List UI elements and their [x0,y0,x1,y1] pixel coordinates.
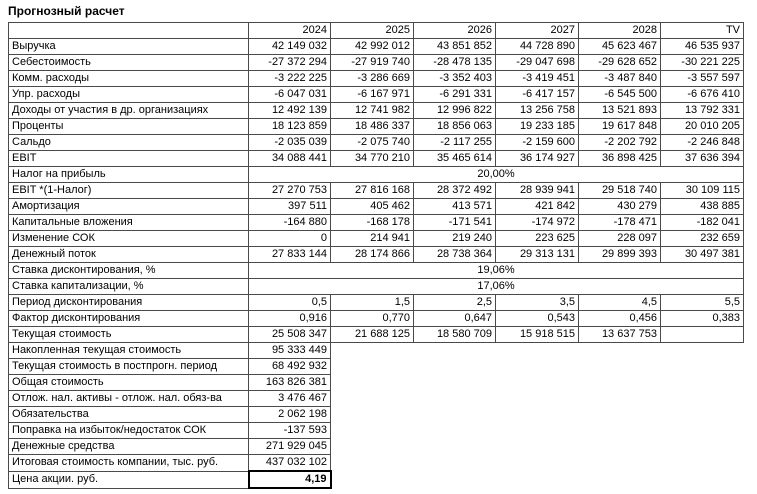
table-row [9,279,744,295]
value-cell[interactable]: 5,5 [661,295,744,311]
empty-area [414,423,496,439]
value-cell[interactable]: -168 178 [331,215,414,231]
empty-area [661,375,744,391]
value-cell[interactable]: 0,456 [579,311,661,327]
row-label[interactable]: Текущая стоимость [9,327,249,343]
empty-area [579,407,661,423]
table-row [9,183,744,199]
empty-area [496,407,579,423]
empty-area [661,471,744,488]
value-cell[interactable]: 18 580 709 [414,327,496,343]
empty-area [414,359,496,375]
value-cell[interactable]: -27 372 294 [249,55,331,71]
table-row [9,215,744,231]
value-cell[interactable]: 27 816 168 [331,183,414,199]
row-label[interactable]: Итоговая стоимость компании, тыс. руб. [9,455,249,472]
value-cell[interactable]: 44 728 890 [496,39,579,55]
empty-area [661,439,744,455]
column-header[interactable]: 2028 [579,23,661,39]
value-cell[interactable]: 18 486 337 [331,119,414,135]
value-cell[interactable]: 4,5 [579,295,661,311]
value-cell[interactable]: 12 492 139 [249,103,331,119]
table-row [9,55,744,71]
value-cell[interactable]: 0,916 [249,311,331,327]
value-cell[interactable]: 34 770 210 [331,151,414,167]
value-cell[interactable]: -3 286 669 [331,71,414,87]
empty-area [414,391,496,407]
row-label[interactable]: Упр. расходы [9,87,249,103]
table-row [9,103,744,119]
value-cell[interactable]: 13 637 753 [579,327,661,343]
value-cell[interactable]: -27 919 740 [331,55,414,71]
value-cell[interactable]: 405 462 [331,199,414,215]
value-cell[interactable]: 12 996 822 [414,103,496,119]
empty-area [331,375,414,391]
value-cell[interactable]: 1,5 [331,295,414,311]
table-row [9,167,744,183]
value-cell[interactable]: -164 880 [249,215,331,231]
value-cell[interactable]: 223 625 [496,231,579,247]
value-cell[interactable]: 43 851 852 [414,39,496,55]
table-row [9,151,744,167]
table-row [9,247,744,263]
empty-area [496,359,579,375]
value-cell[interactable]: -3 222 225 [249,71,331,87]
value-cell[interactable]: 28 738 364 [414,247,496,263]
value-cell[interactable]: 2,5 [414,295,496,311]
empty-area [414,407,496,423]
empty-area [661,455,744,472]
row-label[interactable]: Накопленная текущая стоимость [9,343,249,359]
empty-area [496,343,579,359]
value-cell[interactable]: 20 010 205 [661,119,744,135]
value-cell[interactable]: -2 075 740 [331,135,414,151]
value-cell[interactable]: -2 035 039 [249,135,331,151]
value-cell[interactable]: 28 174 866 [331,247,414,263]
table-row [9,455,744,472]
row-label[interactable]: Фактор дисконтирования [9,311,249,327]
row-label[interactable]: Ставка дисконтирования, % [9,263,249,279]
value-cell[interactable]: -3 352 403 [414,71,496,87]
row-label[interactable]: Цена акции. руб. [9,471,249,488]
empty-area [579,455,661,472]
value-cell[interactable]: 0,770 [331,311,414,327]
row-label[interactable]: Амортизация [9,199,249,215]
merged-value-cell[interactable]: 19,06% [249,263,744,279]
value-cell[interactable]: 0,383 [661,311,744,327]
column-header[interactable]: 2024 [249,23,331,39]
empty-area [331,423,414,439]
value-cell[interactable]: -2 159 600 [496,135,579,151]
value-cell[interactable]: 232 659 [661,231,744,247]
value-cell[interactable]: 68 492 932 [249,359,331,375]
value-cell[interactable]: 27 833 144 [249,247,331,263]
value-cell[interactable]: 19 617 848 [579,119,661,135]
empty-area [331,391,414,407]
value-cell[interactable]: -178 471 [579,215,661,231]
row-label[interactable]: Текущая стоимость в постпрогн. период [9,359,249,375]
merged-value-cell[interactable]: 17,06% [249,279,744,295]
empty-area [496,391,579,407]
value-cell[interactable]: -30 221 225 [661,55,744,71]
value-cell[interactable]: 36 898 425 [579,151,661,167]
share-price-cell[interactable]: 4,19 [249,471,331,488]
table-row [9,375,744,391]
page-title: Прогнозный расчет [8,4,125,18]
value-cell[interactable]: -6 167 971 [331,87,414,103]
merged-value-cell[interactable]: 20,00% [249,167,744,183]
table-row [9,423,744,439]
value-cell[interactable]: 437 032 102 [249,455,331,472]
value-cell[interactable]: 13 256 758 [496,103,579,119]
row-label[interactable]: Ставка капитализации, % [9,279,249,295]
value-cell[interactable]: -137 593 [249,423,331,439]
table-row [9,231,744,247]
empty-area [496,455,579,472]
value-cell[interactable]: 214 941 [331,231,414,247]
row-label[interactable]: Поправка на избыток/недостаток СОК [9,423,249,439]
table-row [9,39,744,55]
value-cell[interactable]: 34 088 441 [249,151,331,167]
empty-area [496,439,579,455]
empty-area [331,471,414,488]
value-cell[interactable]: 21 688 125 [331,327,414,343]
value-cell[interactable]: 228 097 [579,231,661,247]
value-cell[interactable]: 29 313 131 [496,247,579,263]
value-cell[interactable]: 13 792 331 [661,103,744,119]
row-label[interactable]: Изменение СОК [9,231,249,247]
value-cell[interactable]: 35 465 614 [414,151,496,167]
value-cell[interactable]: 37 636 394 [661,151,744,167]
empty-area [414,375,496,391]
value-cell[interactable] [661,327,744,343]
value-cell[interactable]: -6 545 500 [579,87,661,103]
value-cell[interactable]: -2 202 792 [579,135,661,151]
table-row [9,87,744,103]
value-cell[interactable]: 3,5 [496,295,579,311]
table-row [9,119,744,135]
row-label[interactable]: Обязательства [9,407,249,423]
table-row [9,359,744,375]
value-cell[interactable]: 13 521 893 [579,103,661,119]
empty-area [579,471,661,488]
value-cell[interactable]: 15 918 515 [496,327,579,343]
corner-cell[interactable] [9,23,249,39]
value-cell[interactable]: -2 117 255 [414,135,496,151]
row-label[interactable]: Налог на прибыль [9,167,249,183]
empty-area [579,439,661,455]
value-cell[interactable]: 430 279 [579,199,661,215]
value-cell[interactable]: -3 487 840 [579,71,661,87]
row-label[interactable]: Общая стоимость [9,375,249,391]
value-cell[interactable]: -171 541 [414,215,496,231]
empty-area [414,439,496,455]
table-row [9,263,744,279]
row-label[interactable]: Проценты [9,119,249,135]
empty-area [661,359,744,375]
value-cell[interactable]: 12 741 982 [331,103,414,119]
empty-area [496,375,579,391]
value-cell[interactable]: 219 240 [414,231,496,247]
value-cell[interactable]: -6 417 157 [496,87,579,103]
value-cell[interactable]: -29 047 698 [496,55,579,71]
value-cell[interactable]: 18 856 063 [414,119,496,135]
value-cell[interactable]: 29 899 393 [579,247,661,263]
table-row [9,135,744,151]
value-cell[interactable]: 42 149 032 [249,39,331,55]
table-row [9,71,744,87]
value-cell[interactable]: 163 826 381 [249,375,331,391]
empty-area [331,439,414,455]
table-row [9,439,744,455]
empty-area [661,343,744,359]
empty-area [414,455,496,472]
empty-area [496,471,579,488]
value-cell[interactable]: 421 842 [496,199,579,215]
value-cell[interactable]: 30 497 381 [661,247,744,263]
row-label[interactable]: Денежный поток [9,247,249,263]
row-label[interactable]: Отлож. нал. активы - отлож. нал. обяз-ва [9,391,249,407]
forecast-table [8,22,744,489]
value-cell[interactable]: -3 419 451 [496,71,579,87]
table-row [9,311,744,327]
value-cell[interactable]: 0,5 [249,295,331,311]
empty-area [414,343,496,359]
row-label[interactable]: EBIT [9,151,249,167]
empty-area [661,423,744,439]
table-row [9,295,744,311]
value-cell[interactable]: -6 676 410 [661,87,744,103]
empty-area [579,343,661,359]
value-cell[interactable]: -3 557 597 [661,71,744,87]
empty-area [661,407,744,423]
table-row [9,391,744,407]
column-header[interactable]: TV [661,23,744,39]
table-row [9,327,744,343]
table-row [9,407,744,423]
value-cell[interactable]: -6 047 031 [249,87,331,103]
table-body [9,39,744,489]
row-label[interactable]: EBIT *(1-Налог) [9,183,249,199]
value-cell[interactable]: 27 270 753 [249,183,331,199]
empty-area [579,375,661,391]
value-cell[interactable]: 19 233 185 [496,119,579,135]
value-cell[interactable]: 28 372 492 [414,183,496,199]
row-label[interactable]: Денежные средства [9,439,249,455]
value-cell[interactable]: -182 041 [661,215,744,231]
table-row [9,471,744,488]
empty-area [331,359,414,375]
empty-area [661,391,744,407]
table-row [9,199,744,215]
row-label[interactable]: Комм. расходы [9,71,249,87]
row-label[interactable]: Капитальные вложения [9,215,249,231]
column-header[interactable]: 2027 [496,23,579,39]
row-label[interactable]: Доходы от участия в др. организациях [9,103,249,119]
table-header-row [9,23,744,39]
column-header[interactable]: 2025 [331,23,414,39]
value-cell[interactable]: 30 109 115 [661,183,744,199]
value-cell[interactable]: 46 535 937 [661,39,744,55]
empty-area [579,423,661,439]
row-label[interactable]: Себестоимость [9,55,249,71]
empty-area [496,423,579,439]
row-label[interactable]: Период дисконтирования [9,295,249,311]
value-cell[interactable]: 28 939 941 [496,183,579,199]
empty-area [414,471,496,488]
empty-area [331,343,414,359]
value-cell[interactable]: 438 885 [661,199,744,215]
value-cell[interactable]: 0,543 [496,311,579,327]
empty-area [579,391,661,407]
value-cell[interactable]: -6 291 331 [414,87,496,103]
value-cell[interactable]: 29 518 740 [579,183,661,199]
value-cell[interactable]: 3 476 467 [249,391,331,407]
value-cell[interactable]: 45 623 467 [579,39,661,55]
value-cell[interactable]: 0 [249,231,331,247]
value-cell[interactable]: -28 478 135 [414,55,496,71]
value-cell[interactable]: 36 174 927 [496,151,579,167]
row-label[interactable]: Выручка [9,39,249,55]
value-cell[interactable]: 271 929 045 [249,439,331,455]
column-header[interactable]: 2026 [414,23,496,39]
value-cell[interactable]: -2 246 848 [661,135,744,151]
row-label[interactable]: Сальдо [9,135,249,151]
empty-area [331,407,414,423]
empty-area [331,455,414,472]
value-cell[interactable]: 18 123 859 [249,119,331,135]
value-cell[interactable]: -174 972 [496,215,579,231]
value-cell[interactable]: 42 992 012 [331,39,414,55]
empty-area [579,359,661,375]
table-row [9,343,744,359]
value-cell[interactable]: 95 333 449 [249,343,331,359]
value-cell[interactable]: 413 571 [414,199,496,215]
value-cell[interactable]: 0,647 [414,311,496,327]
value-cell[interactable]: 397 511 [249,199,331,215]
value-cell[interactable]: 25 508 347 [249,327,331,343]
value-cell[interactable]: 2 062 198 [249,407,331,423]
value-cell[interactable]: -29 628 652 [579,55,661,71]
